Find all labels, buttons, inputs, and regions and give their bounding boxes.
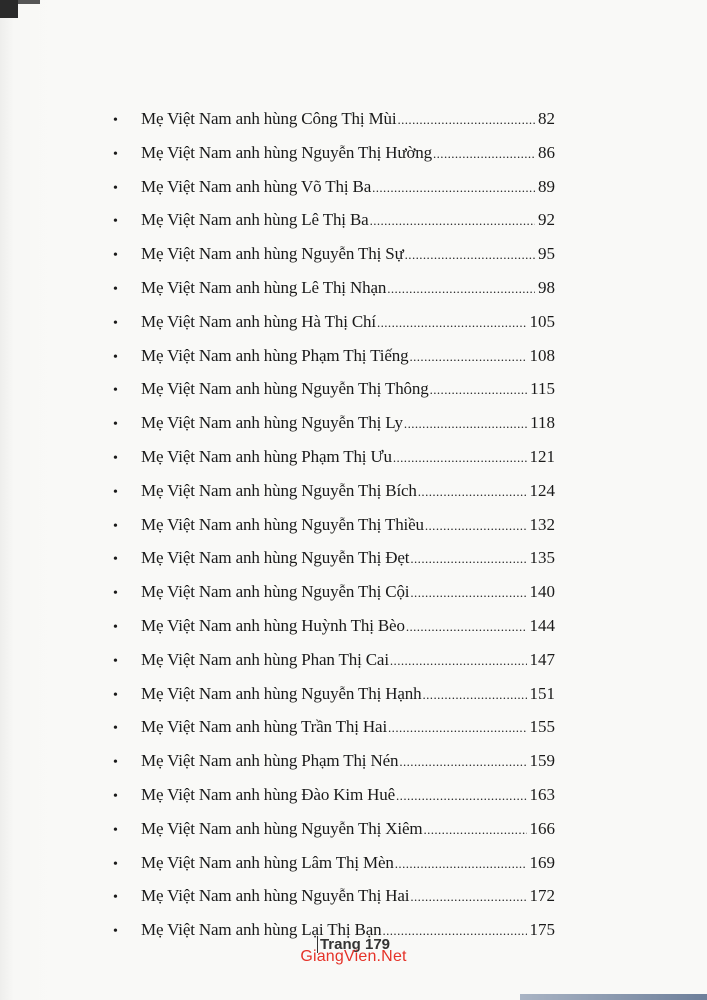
toc-entry-title: Mẹ Việt Nam anh hùng Phạm Thị Tiếng xyxy=(141,345,409,365)
toc-entry-title: Mẹ Việt Nam anh hùng Nguyễn Thị Đẹt xyxy=(141,548,410,568)
bullet-icon: • xyxy=(113,349,118,365)
toc-entry-title: Mẹ Việt Nam anh hùng Nguyễn Thị Ly xyxy=(141,413,403,433)
toc-entry xyxy=(113,710,555,744)
toc-entry-page-number: 98 xyxy=(538,277,555,297)
dot-leader xyxy=(430,373,528,407)
toc-entry-page-number: 151 xyxy=(529,683,555,703)
toc-entry xyxy=(113,778,555,812)
toc-entry-title: Mẹ Việt Nam anh hùng Võ Thị Ba xyxy=(141,176,372,196)
dot-leader xyxy=(410,576,526,610)
toc-entry-title: Mẹ Việt Nam anh hùng Nguyễn Thị Hạnh xyxy=(141,683,422,703)
bullet-icon: • xyxy=(113,653,118,669)
bullet-icon: • xyxy=(113,113,118,128)
toc-entry-page-number: 155 xyxy=(529,717,555,737)
toc-entry-title: Mẹ Việt Nam anh hùng Nguyễn Thị Hai xyxy=(141,886,410,906)
scan-bottom-edge xyxy=(520,994,707,1000)
toc-entry-page-number: 132 xyxy=(529,514,555,534)
toc-entry-page-number: 172 xyxy=(529,886,555,906)
dot-leader xyxy=(423,678,527,712)
bullet-icon: • xyxy=(113,146,118,162)
toc-entry-title: Mẹ Việt Nam anh hùng Hà Thị Chí xyxy=(141,311,376,331)
toc-entry-title: Mẹ Việt Nam anh hùng Lại Thị Bạn xyxy=(141,920,382,940)
dot-leader xyxy=(377,306,527,340)
toc-entry-title: Mẹ Việt Nam anh hùng Công Thị Mùi xyxy=(141,109,397,128)
toc-entry xyxy=(113,136,555,170)
toc-entry-title: Mẹ Việt Nam anh hùng Nguyễn Thị Hường xyxy=(141,142,432,162)
toc-entry-page-number: 95 xyxy=(538,244,555,264)
dot-leader xyxy=(405,238,535,272)
bullet-icon: • xyxy=(113,924,118,940)
toc-entry-page-number: 86 xyxy=(538,142,555,162)
toc-entry xyxy=(113,170,555,204)
toc-entry xyxy=(113,203,555,237)
toc-entry-page-number: 169 xyxy=(529,852,555,872)
bullet-icon: • xyxy=(113,450,118,466)
dot-leader xyxy=(390,644,527,678)
dot-leader xyxy=(395,847,527,881)
toc-entry xyxy=(113,339,555,373)
toc-entry xyxy=(113,677,555,711)
toc-entry xyxy=(113,372,555,406)
bullet-icon: • xyxy=(113,619,118,635)
toc-entry xyxy=(113,474,555,508)
dot-leader xyxy=(423,813,526,847)
toc-entry-title: Mẹ Việt Nam anh hùng Phạm Thị Nén xyxy=(141,751,399,771)
bullet-icon: • xyxy=(113,281,118,297)
toc-entry xyxy=(113,508,555,542)
toc-entry-page-number: 82 xyxy=(538,109,555,128)
toc-entry xyxy=(113,440,555,474)
bullet-icon: • xyxy=(113,755,118,771)
toc-entry-page-number: 140 xyxy=(529,582,555,602)
toc-entry-title: Mẹ Việt Nam anh hùng Nguyễn Thị Xiêm xyxy=(141,818,423,838)
dot-leader xyxy=(393,441,527,475)
bullet-icon: • xyxy=(113,822,118,838)
toc-entry-page-number: 105 xyxy=(529,311,555,331)
toc-entry xyxy=(113,102,555,136)
dot-leader xyxy=(433,137,535,171)
toc-entry-page-number: 124 xyxy=(529,480,555,500)
toc-entry-title: Mẹ Việt Nam anh hùng Nguyễn Thị Cội xyxy=(141,582,410,602)
bullet-icon: • xyxy=(113,518,118,534)
toc-entry xyxy=(113,744,555,778)
toc-entry-title: Mẹ Việt Nam anh hùng Nguyễn Thị Bích xyxy=(141,480,417,500)
toc-entry-page-number: 135 xyxy=(529,548,555,568)
toc-entry xyxy=(113,609,555,643)
bullet-icon: • xyxy=(113,586,118,602)
toc-entry-page-number: 92 xyxy=(538,210,555,230)
dot-leader xyxy=(410,542,526,576)
toc-entry-title: Mẹ Việt Nam anh hùng Huỳnh Thị Bèo xyxy=(141,615,405,635)
toc-entry-page-number: 147 xyxy=(529,649,555,669)
toc-entry-title: Mẹ Việt Nam anh hùng Lê Thị Ba xyxy=(141,210,369,230)
bullet-icon: • xyxy=(113,552,118,568)
toc-entry xyxy=(113,879,555,913)
toc-entry xyxy=(113,846,555,880)
toc-entry-page-number: 118 xyxy=(530,413,555,433)
bullet-icon: • xyxy=(113,890,118,906)
toc-entry xyxy=(113,271,555,305)
dot-leader xyxy=(388,711,526,745)
toc-entry-title: Mẹ Việt Nam anh hùng Lâm Thị Mèn xyxy=(141,852,394,872)
dot-leader xyxy=(370,204,535,238)
toc-entry xyxy=(113,237,555,271)
toc-entry-page-number: 175 xyxy=(529,920,555,940)
bullet-icon: • xyxy=(113,484,118,500)
bullet-icon: • xyxy=(113,248,118,264)
dot-leader xyxy=(372,171,535,205)
bullet-icon: • xyxy=(113,687,118,703)
toc-entry xyxy=(113,812,555,846)
toc-entry-title: Mẹ Việt Nam anh hùng Trần Thị Hai xyxy=(141,717,388,737)
toc-entry-page-number: 115 xyxy=(530,379,555,399)
dot-leader xyxy=(406,610,527,644)
dot-leader xyxy=(399,745,526,779)
dot-leader xyxy=(404,407,527,441)
dot-leader xyxy=(396,779,526,813)
toc-entry xyxy=(113,575,555,609)
toc-entry-page-number: 163 xyxy=(529,784,555,804)
bullet-icon: • xyxy=(113,214,118,230)
bullet-icon: • xyxy=(113,856,118,872)
bullet-icon: • xyxy=(113,721,118,737)
toc-entry-page-number: 108 xyxy=(529,345,555,365)
toc-entry xyxy=(113,305,555,339)
toc-entry-title: Mẹ Việt Nam anh hùng Phan Thị Cai xyxy=(141,649,389,669)
toc-entry-page-number: 89 xyxy=(538,176,555,196)
bullet-icon: • xyxy=(113,315,118,331)
scan-corner-mark xyxy=(0,0,18,18)
bullet-icon: • xyxy=(113,417,118,433)
bullet-icon: • xyxy=(113,180,118,196)
toc-entry-page-number: 159 xyxy=(529,751,555,771)
bullet-icon: • xyxy=(113,788,118,804)
toc-entry xyxy=(113,541,555,575)
dot-leader xyxy=(387,272,535,306)
dot-leader xyxy=(410,880,526,914)
toc-entry-title: Mẹ Việt Nam anh hùng Lê Thị Nhạn xyxy=(141,277,387,297)
toc-entry-page-number: 144 xyxy=(529,615,555,635)
table-of-contents xyxy=(113,102,555,947)
watermark: GiangVien.Net xyxy=(300,948,407,965)
dot-leader xyxy=(397,103,535,137)
dot-leader xyxy=(425,509,527,543)
bullet-icon: • xyxy=(113,383,118,399)
dot-leader xyxy=(409,340,526,374)
toc-entry xyxy=(113,643,555,677)
toc-entry-title: Mẹ Việt Nam anh hùng Nguyễn Thị Thông xyxy=(141,379,429,399)
toc-entry-title: Mẹ Việt Nam anh hùng Nguyễn Thị Sự xyxy=(141,244,404,264)
dot-leader xyxy=(418,475,527,509)
toc-entry-title: Mẹ Việt Nam anh hùng Nguyễn Thị Thiều xyxy=(141,514,424,534)
toc-entry-page-number: 121 xyxy=(529,446,555,466)
toc-entry-page-number: 166 xyxy=(529,818,555,838)
toc-entry-title: Mẹ Việt Nam anh hùng Đào Kim Huê xyxy=(141,784,396,804)
toc-entry-title: Mẹ Việt Nam anh hùng Phạm Thị Ưu xyxy=(141,446,392,466)
page-number-label: Trang 179 xyxy=(317,936,390,953)
toc-entry xyxy=(113,406,555,440)
